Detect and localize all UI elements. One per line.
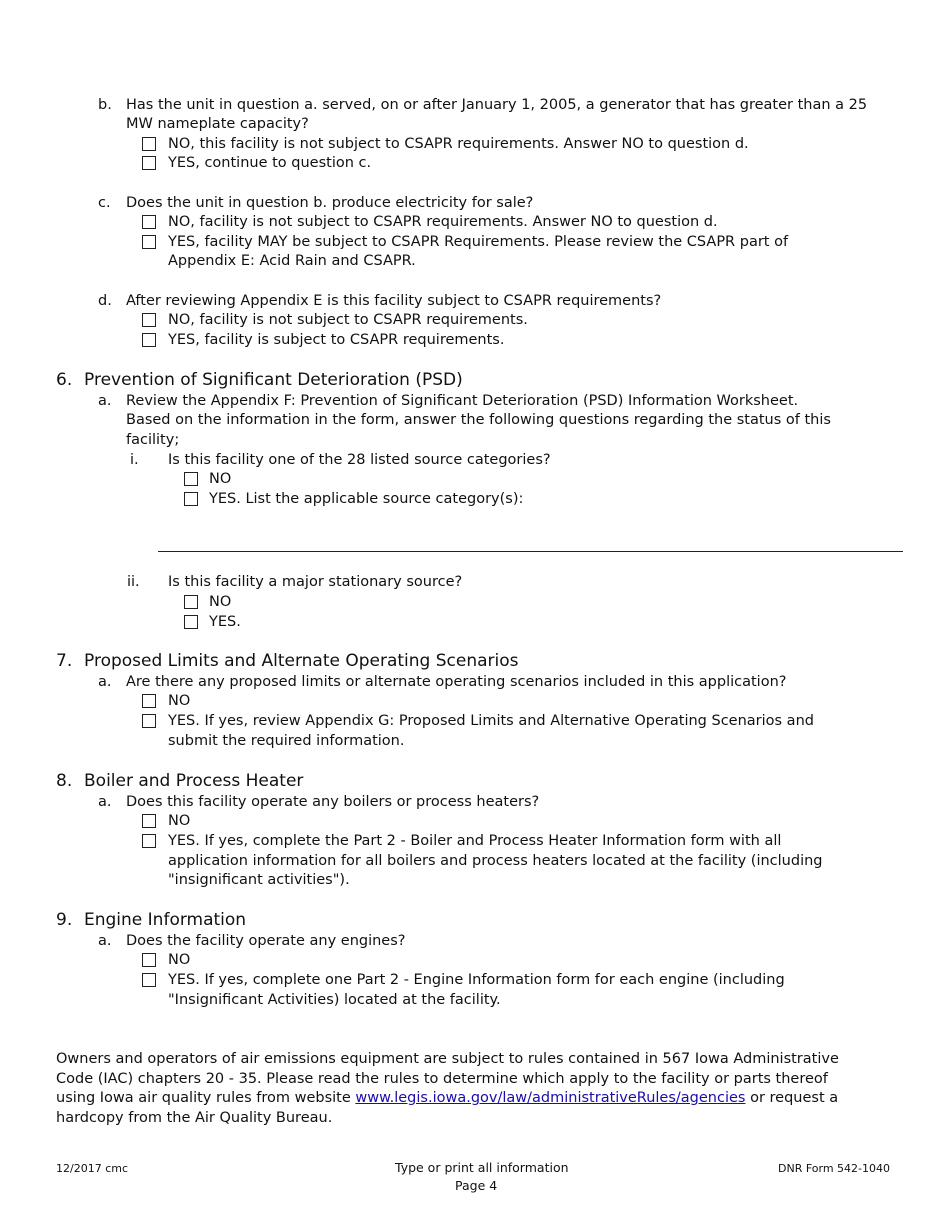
notice-line-3-post: or request a [745, 1090, 839, 1106]
s6-ii-yes-checkbox[interactable] [184, 615, 198, 629]
question-b-text: Has the unit in question a. served, on or after January 1, 2005, a generator that has greater than a 25 [126, 97, 868, 113]
s7-yes-label-cont: submit the required information. [168, 733, 405, 749]
s6-ii-no-label: NO [209, 594, 232, 610]
qb-yes-checkbox[interactable] [142, 156, 156, 170]
footer-date: 12/2017 cmc [56, 1162, 129, 1175]
notice-line-1: Owners and operators of air emissions equipment are subject to rules contained in 567 Iowa Administrative [56, 1051, 839, 1067]
iowa-rules-link[interactable]: www.legis.iowa.gov/law/administrativeRules/agencies [355, 1090, 746, 1106]
source-category-line[interactable] [158, 551, 903, 552]
s9-a-text: Does the facility operate any engines? [126, 933, 406, 949]
footer-instruction: Type or print all information [395, 1160, 569, 1175]
s8-yes-label-cont: application information for all boilers and process heaters located at the facility (including [168, 853, 823, 869]
s6-i-no-checkbox[interactable] [184, 472, 198, 486]
s6-a-text-cont2: facility; [126, 432, 180, 448]
section-8-title: Boiler and Process Heater [84, 771, 304, 791]
qd-yes-label: YES, facility is subject to CSAPR requirements. [168, 332, 505, 348]
s8-no-label: NO [168, 813, 191, 829]
s6-i-label: i. [130, 452, 139, 468]
qc-yes-label: YES, facility MAY be subject to CSAPR Requirements. Please review the CSAPR part of [168, 234, 789, 250]
s6-i-text: Is this facility one of the 28 listed source categories? [168, 452, 551, 468]
s8-yes-label-cont2: "insignificant activities"). [168, 872, 350, 888]
s6-a-text: Review the Appendix F: Prevention of Significant Deterioration (PSD) Information Worksheet. [126, 393, 799, 409]
s7-a-text: Are there any proposed limits or alternate operating scenarios included in this application? [126, 674, 787, 690]
question-b-label: b. [98, 97, 112, 113]
s9-yes-label: YES. If yes, complete one Part 2 - Engine Information form for each engine (including [168, 972, 785, 988]
s8-yes-label: YES. If yes, complete the Part 2 - Boiler and Process Heater Information form with all [168, 833, 782, 849]
s6-ii-text: Is this facility a major stationary source? [168, 574, 463, 590]
qb-no-label: NO, this facility is not subject to CSAPR requirements. Answer NO to question d. [168, 136, 749, 152]
s9-no-label: NO [168, 952, 191, 968]
s6-ii-no-checkbox[interactable] [184, 595, 198, 609]
s6-i-yes-checkbox[interactable] [184, 492, 198, 506]
s7-no-label: NO [168, 693, 191, 709]
s9-no-checkbox[interactable] [142, 953, 156, 967]
section-8-number: 8. [56, 771, 73, 791]
s8-a-label: a. [98, 794, 112, 810]
s6-a-label: a. [98, 393, 112, 409]
notice-line-4: hardcopy from the Air Quality Bureau. [56, 1110, 333, 1126]
question-d-label: d. [98, 293, 112, 309]
s8-a-text: Does this facility operate any boilers or process heaters? [126, 794, 540, 810]
qc-no-checkbox[interactable] [142, 215, 156, 229]
notice-line-3-pre: using Iowa air quality rules from website [56, 1090, 356, 1106]
s9-yes-label-cont: "Insignificant Activities) located at the facility. [168, 992, 501, 1008]
section-6-title: Prevention of Significant Deterioration (PSD) [84, 370, 463, 390]
qc-yes-label-cont: Appendix E: Acid Rain and CSAPR. [168, 253, 416, 269]
question-b-text-cont: MW nameplate capacity? [126, 116, 309, 132]
qb-no-checkbox[interactable] [142, 137, 156, 151]
qc-yes-checkbox[interactable] [142, 235, 156, 249]
s6-i-yes-label: YES. List the applicable source category(s): [209, 491, 524, 507]
s9-a-label: a. [98, 933, 112, 949]
section-9-title: Engine Information [84, 910, 247, 930]
s9-yes-checkbox[interactable] [142, 973, 156, 987]
qd-no-checkbox[interactable] [142, 313, 156, 327]
s7-yes-label: YES. If yes, review Appendix G: Proposed Limits and Alternative Operating Scenarios and [168, 713, 814, 729]
footer-form-number: DNR Form 542-1040 [778, 1162, 891, 1175]
section-9-number: 9. [56, 910, 73, 930]
qd-no-label: NO, facility is not subject to CSAPR requirements. [168, 312, 528, 328]
s6-ii-label: ii. [127, 574, 140, 590]
s8-no-checkbox[interactable] [142, 814, 156, 828]
s6-a-text-cont: Based on the information in the form, answer the following questions regarding the status of this [126, 412, 831, 428]
qb-yes-label: YES, continue to question c. [168, 155, 372, 171]
s7-a-label: a. [98, 674, 112, 690]
notice-line-3 [56, 1089, 838, 1108]
footer-page-number: Page 4 [455, 1178, 498, 1193]
s6-ii-yes-label: YES. [209, 614, 241, 630]
section-6-number: 6. [56, 370, 73, 390]
section-7-title: Proposed Limits and Alternate Operating Scenarios [84, 651, 519, 671]
question-c-label: c. [98, 195, 111, 211]
qc-no-label: NO, facility is not subject to CSAPR requirements. Answer NO to question d. [168, 214, 718, 230]
qd-yes-checkbox[interactable] [142, 333, 156, 347]
s8-yes-checkbox[interactable] [142, 834, 156, 848]
section-7-number: 7. [56, 651, 73, 671]
s7-no-checkbox[interactable] [142, 694, 156, 708]
question-c-text: Does the unit in question b. produce electricity for sale? [126, 195, 534, 211]
question-d-text: After reviewing Appendix E is this facility subject to CSAPR requirements? [126, 293, 662, 309]
s6-i-no-label: NO [209, 471, 232, 487]
s7-yes-checkbox[interactable] [142, 714, 156, 728]
notice-line-2: Code (IAC) chapters 20 - 35. Please read the rules to determine which apply to the facility or parts thereof [56, 1071, 828, 1087]
